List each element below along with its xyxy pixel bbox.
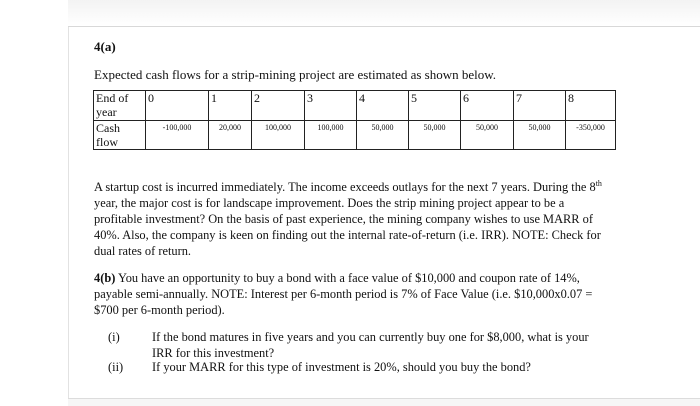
part-b-label: 4(b) xyxy=(94,271,116,285)
question-heading: 4(a) xyxy=(94,39,116,54)
year-cell: 4 xyxy=(357,91,409,121)
year-cell: 5 xyxy=(409,91,461,121)
part-a-text-start: A startup cost is incurred immediately. The income exceeds outlays for the next 7 years. During the 8 xyxy=(94,180,596,194)
year-cell: 0 xyxy=(146,91,209,121)
intro-text: Expected cash flows for a strip-mining project are estimated as shown below. xyxy=(94,67,497,82)
sub-question-text: If your MARR for this type of investment is 20%, should you buy the bond? xyxy=(152,360,531,374)
viewer-top-bar xyxy=(68,0,700,27)
cash-flow-table xyxy=(93,90,616,150)
year-cell: 7 xyxy=(514,91,566,121)
cash-flow-cell: 20,000 xyxy=(209,121,252,150)
cash-flow-cell: 100,000 xyxy=(252,121,305,150)
year-cell: 8 xyxy=(566,91,616,121)
left-panel-edge xyxy=(0,0,69,406)
year-row-label: End of year xyxy=(94,91,146,121)
part-b-description xyxy=(94,270,614,318)
cash-flow-row xyxy=(94,121,616,150)
year-cell: 6 xyxy=(461,91,514,121)
cash-flow-cell: 50,000 xyxy=(461,121,514,150)
cash-flow-cell: -350,000 xyxy=(566,121,616,150)
cash-flow-cell: 50,000 xyxy=(357,121,409,150)
year-cell: 1 xyxy=(209,91,252,121)
sub-question-numeral: (ii) xyxy=(108,360,124,374)
year-cell: 2 xyxy=(252,91,305,121)
cash-flow-cell: 100,000 xyxy=(305,121,357,150)
cash-flow-cell: 50,000 xyxy=(514,121,566,150)
viewer-bottom-bar xyxy=(68,398,700,406)
year-cell: 3 xyxy=(305,91,357,121)
sub-question-text: If the bond matures in five years and you can currently buy one for $8,000, what is your IRR for this investment? xyxy=(152,330,589,360)
part-a-description xyxy=(94,179,614,259)
year-row xyxy=(94,91,616,121)
cash-flow-cell: 50,000 xyxy=(409,121,461,150)
cash-flow-cell: -100,000 xyxy=(146,121,209,150)
sub-question-numeral: (i) xyxy=(108,330,120,344)
ordinal-suffix: th xyxy=(595,178,602,188)
cash-flow-row-label: Cash flow xyxy=(94,121,146,150)
part-b-text: You have an opportunity to buy a bond with a face value of $10,000 and coupon rate of 14%, payable semi-annually. NOTE: Interest per 6-month period is 7% of Face Value (i.e. $10,000x0.07 = $700 per 6-month period). xyxy=(94,271,593,317)
part-a-text-end: year, the major cost is for landscape improvement. Does the strip mining project appear to be a profitable investment? On the basis of past experience, the mining company wishes to use MARR of 40%. Also, the company is keen on finding out the internal rate-of-return (i.e. IRR). NOTE: Check for dual rates of return. xyxy=(94,196,601,258)
